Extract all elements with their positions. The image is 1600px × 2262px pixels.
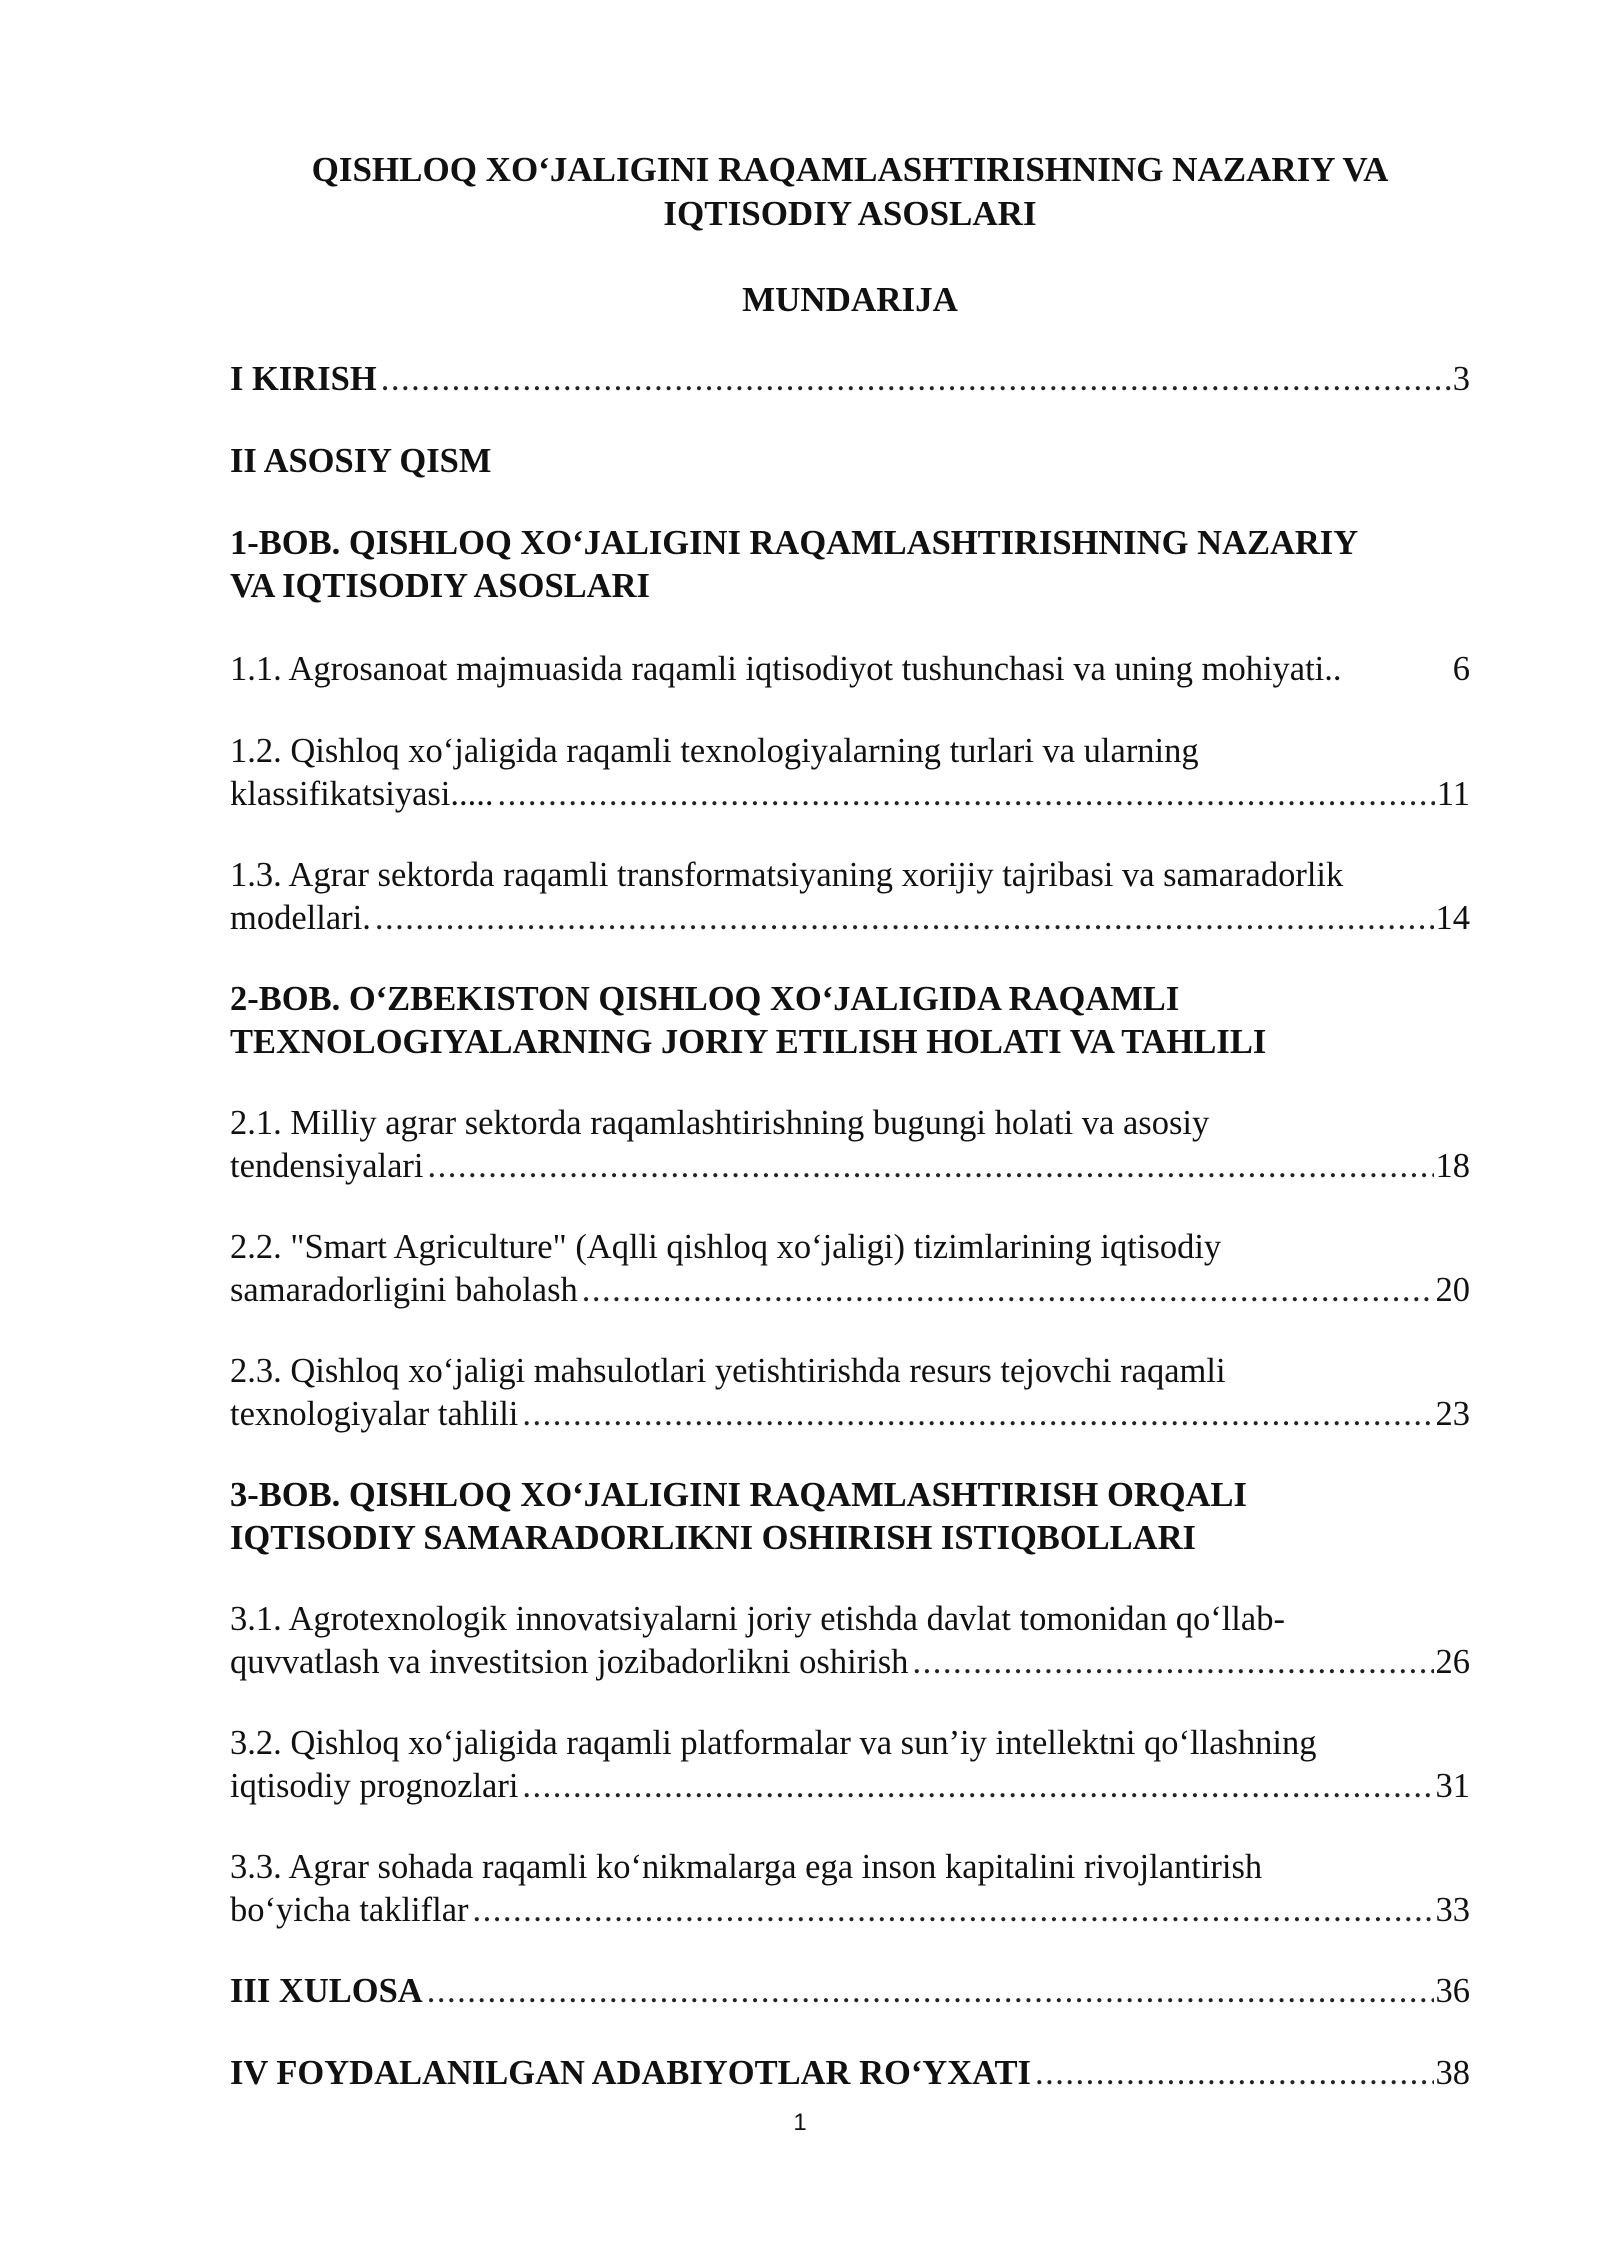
toc-entry-label-line-2: iqtisodiy prognozlari: [230, 1767, 519, 1805]
dot-leader: [582, 1269, 1434, 1312]
chapter-title-line-1: 1-BOB. QISHLOQ XO‘JALIGINI RAQAMLASHTIRISHNING NAZARIY: [230, 524, 1359, 562]
toc-section-3-3[interactable]: [230, 1846, 1470, 1932]
toc-entry-label: III XULOSA: [230, 1972, 423, 2010]
dot-leader: [912, 1641, 1433, 1684]
toc-entry-label: 1.1. Agrosanoat majmuasida raqamli iqtisodiyot tushunchasi va uning mohiyati..: [230, 650, 1342, 688]
document-title: [230, 148, 1470, 236]
toc-entry-label-line-2: quvvatlash va investitsion jozibadorlikni oshirish: [230, 1643, 909, 1681]
toc-section-1-3[interactable]: [230, 854, 1470, 940]
chapter-title-line-2: VA IQTISODIY ASOSLARI: [230, 567, 650, 605]
chapter-title-line-2: TEXNOLOGIYALARNING JORIY ETILISH HOLATI VA TAHLILI: [230, 1023, 1267, 1061]
toc-entry-conclusion[interactable]: [230, 1970, 1470, 2013]
toc-section-2-2[interactable]: [230, 1226, 1470, 1312]
toc-entry-label-line-2: samaradorligini baholash: [230, 1271, 578, 1309]
toc-entry-label-line-1: 2.1. Milliy agrar sektorda raqamlashtirishning bugungi holati va asosiy: [230, 1104, 1210, 1142]
toc-entry-references[interactable]: [230, 2052, 1470, 2095]
toc-entry-label-line-1: 3.2. Qishloq xo‘jaligida raqamli platformalar va sun’iy intellektni qo‘llashning: [230, 1724, 1317, 1762]
toc-page-number: 6: [1452, 650, 1470, 688]
toc-entry-main-part[interactable]: [230, 440, 1470, 483]
toc-page-number: 38: [1435, 2054, 1470, 2092]
toc-page-number: 23: [1435, 1395, 1470, 1433]
toc-section-1-1[interactable]: [230, 648, 1470, 691]
toc-entry-label: IV FOYDALANILGAN ADABIYOTLAR RO‘YXATI: [230, 2054, 1031, 2092]
chapter-title-line-2: IQTISODIY SAMARADORLIKNI OSHIRISH ISTIQBOLLARI: [230, 1519, 1196, 1557]
toc-chapter-3[interactable]: [230, 1474, 1470, 1560]
toc-page-number: 11: [1436, 775, 1470, 813]
toc-page-number: 3: [1452, 360, 1470, 398]
document-title-line-1: QISHLOQ XO‘JALIGINI RAQAMLASHTIRISHNING NAZARIY VA: [311, 150, 1389, 189]
toc-page-number: 31: [1435, 1767, 1470, 1805]
toc-entry-label-line-2: klassifikatsiyasi.....: [230, 775, 494, 813]
toc-section-2-1[interactable]: [230, 1102, 1470, 1188]
toc-entry-label-line-2: tendensiyalari: [230, 1147, 424, 1185]
toc-section-3-2[interactable]: [230, 1722, 1470, 1808]
toc-entry-label-line-1: 1.2. Qishloq xo‘jaligida raqamli texnologiyalarning turlari va ularning: [230, 732, 1199, 770]
toc-section-1-2[interactable]: [230, 730, 1470, 816]
dot-leader: [428, 1145, 1434, 1188]
toc-page-number: 18: [1435, 1147, 1470, 1185]
toc-entry-label: II ASOSIY QISM: [230, 442, 492, 480]
toc-entry-label-line-2: bo‘yicha takliflar: [230, 1891, 469, 1929]
toc-entry-label-line-1: 3.1. Agrotexnologik innovatsiyalarni joriy etishda davlat tomonidan qo‘llab-: [230, 1600, 1285, 1638]
toc-chapter-2[interactable]: [230, 978, 1470, 1064]
toc-page-number: 26: [1435, 1643, 1470, 1681]
dot-leader: [427, 1970, 1434, 2013]
toc-entry-intro[interactable]: [230, 358, 1470, 401]
toc-entry-label-line-2: texnologiyalar tahlili: [230, 1395, 519, 1433]
toc-entry-label-line-1: 2.2. "Smart Agriculture" (Aqlli qishloq xo‘jaligi) tizimlarining iqtisodiy: [230, 1228, 1222, 1266]
toc-entry-label: I KIRISH: [230, 360, 377, 398]
chapter-title-line-1: 3-BOB. QISHLOQ XO‘JALIGINI RAQAMLASHTIRISH ORQALI: [230, 1476, 1247, 1514]
toc-section-2-3[interactable]: [230, 1350, 1470, 1436]
dot-leader: [381, 358, 1451, 401]
toc-page-number: 36: [1435, 1972, 1470, 2010]
dot-leader: [375, 897, 1434, 940]
toc-entry-label-line-1: 1.3. Agrar sektorda raqamli transformatsiyaning xorijiy tajribasi va samaradorlik: [230, 856, 1344, 894]
toc-entry-label-line-2: modellari.: [230, 899, 371, 937]
toc-page-number: 20: [1435, 1271, 1470, 1309]
dot-leader: [498, 773, 1435, 816]
dot-leader: [522, 1765, 1433, 1808]
chapter-title-line-1: 2-BOB. O‘ZBEKISTON QISHLOQ XO‘JALIGIDA RAQAMLI: [230, 980, 1180, 1018]
dot-leader: [522, 1393, 1433, 1436]
dot-leader: [1035, 2052, 1434, 2095]
toc-page-number: 14: [1435, 899, 1470, 937]
toc-chapter-1[interactable]: [230, 522, 1470, 608]
toc-heading: MUNDARIJA: [742, 280, 958, 319]
page-number: 1: [793, 2109, 807, 2136]
toc-page-number: 33: [1435, 1891, 1470, 1929]
toc-entry-label-line-1: 2.3. Qishloq xo‘jaligi mahsulotlari yetishtirishda resurs tejovchi raqamli: [230, 1352, 1226, 1390]
dot-leader: [473, 1889, 1434, 1932]
toc-entry-label-line-1: 3.3. Agrar sohada raqamli ko‘nikmalarga ega inson kapitalini rivojlantirish: [230, 1848, 1263, 1886]
document-title-line-2: IQTISODIY ASOSLARI: [663, 194, 1037, 233]
toc-section-3-1[interactable]: [230, 1598, 1470, 1684]
